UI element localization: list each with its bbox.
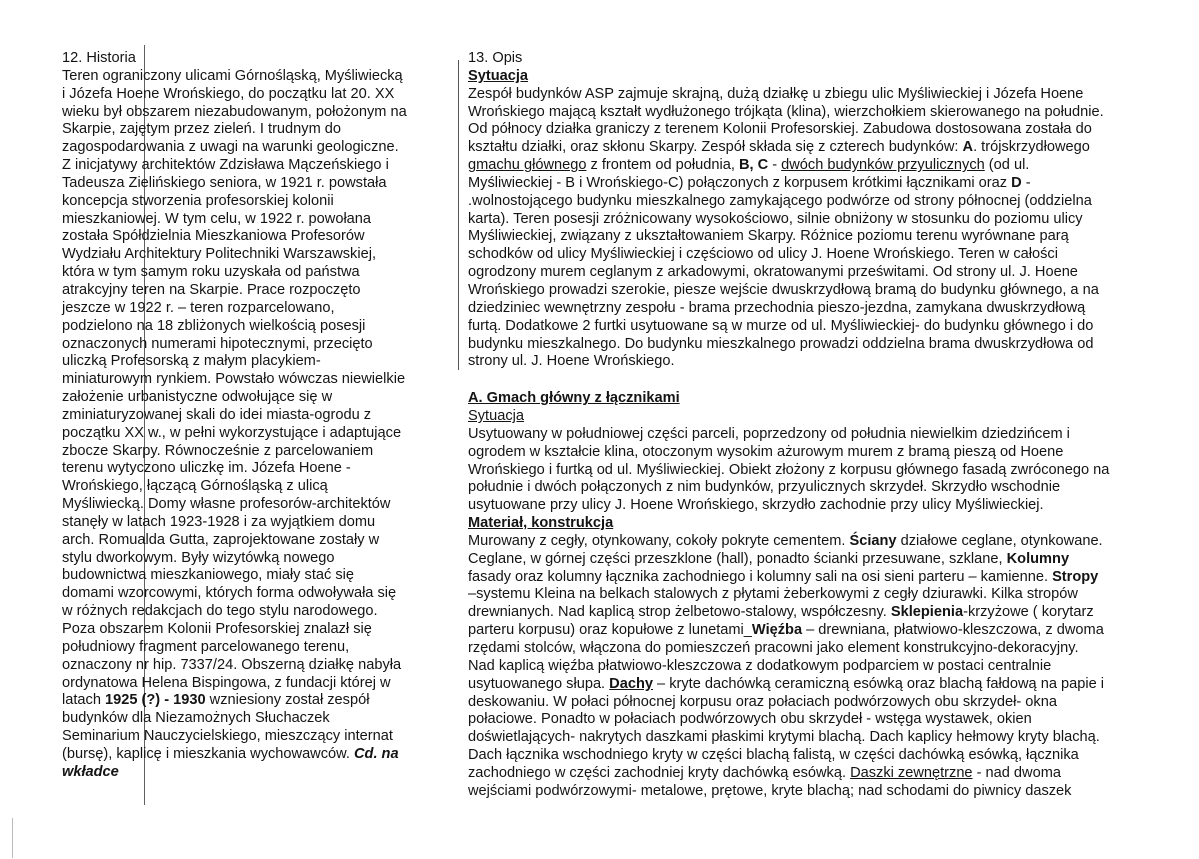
date-range: 1925 (?) - 1930 — [105, 692, 206, 709]
material-line: parteru korpusu) oraz kopułowe z lunetami_Więźba – drewniana, płatwiowo-kleszczowa, z dwoma — [468, 622, 1104, 639]
section-a-heading: A. Gmach główny z łącznikami — [468, 390, 680, 407]
situation-line: strony ul. J. Hoene Wrońskiego. — [468, 353, 675, 370]
history-line: Wrońskiego, łączącą Górnośląską z ulicą — [62, 478, 328, 495]
situation-line: dziedziniec wewnętrzny zespołu - brama przechodnia pieszo-jezdna, zamykana dwuskrzydłową — [468, 299, 1086, 316]
situation-line: Wrońskiego prowadzi szerokie, piesze wejście dwuskrzydłową bramą do budynku głównego, a na — [468, 281, 1099, 298]
situation-line: Od północy działka graniczy z terenem Kolonii Profesorskiej. Zabudowa dostosowana została do — [468, 121, 1092, 138]
section-a-text — [468, 426, 1168, 515]
history-line: uliczką Profesorską z małym placykiem- — [62, 353, 321, 370]
scan-artifact-line — [458, 60, 459, 370]
material-line: usytuowanego słupa. Dachy – kryte dachówką ceramiczną esówką oraz blachą fałdową na papie i — [468, 675, 1105, 692]
history-line: arch. Romualda Gutta, zaprojektowane zostały w — [62, 531, 380, 548]
scan-artifact-mark — [12, 818, 13, 858]
history-line: terenu wytyczono uliczkę im. Józefa Hoene - — [62, 460, 351, 477]
history-line: ordynatowa Helena Bispingowa, z fundacji której w — [62, 674, 391, 691]
history-line: Skarpie, zajętym przez zieleń. I trudnym do — [62, 121, 342, 138]
section-a-situation-heading: Sytuacja — [468, 408, 524, 425]
history-line: stanęły w latach 1923-1928 i za wyjątkiem domu — [62, 513, 376, 530]
history-line: zbocze Skarpy. Równocześnie z parcelowaniem — [62, 442, 374, 459]
section-a-line: południe i dwóch połączonych z nim budynków, przyulicznych skrzydeł. Skrzydło wschodnie — [468, 479, 1061, 496]
situation-line: gmachu głównego z frontem od południa, B, C - dwóch budynków przyulicznych (od ul. — [468, 157, 1030, 174]
material-line: Ceglane, w górnej części przeszklone (hall), ponadto ścianki przesuwane, szklane, Kolumny — [468, 550, 1070, 567]
situation-line: schodków od ulicy Myśliwieckiej i częściowo od ulicy J. Hoene Wrońskiego. Teren w całości — [468, 246, 1058, 263]
material-line: Nad kaplicą więźba płatwiowo-kleszczowa z dodatkowym podparciem w postaci centralnie — [468, 657, 1052, 674]
history-line: mieszkaniowej. W tym celu, w 1922 r. powołana — [62, 210, 372, 227]
history-line: Poza obszarem Kolonii Profesorskiej znalazł się — [62, 621, 372, 637]
history-line: Tadeusza Zielińskiego seniora, w 1921 r. powstała — [62, 174, 387, 191]
history-line: latach 1925 (?) - 1930 wzniesiony został zespół — [62, 692, 370, 709]
situation-line: .wolnostojącego budynku mieszkalnego zamykającego podwórze od strony północnej (oddzielna — [468, 192, 1092, 209]
history-line — [62, 764, 434, 782]
history-line: oznaczony nr hip. 7337/24. Obszerną działkę nabyła — [62, 656, 402, 673]
description-heading: 13. Opis — [468, 50, 523, 66]
section-a-line: Wrońskiego i furtką od ul. Myśliwieckiej. Obiekt złożony z korpusu głównego fasadą zwróconego na — [468, 461, 1110, 478]
history-line: Wydziału Architektury Politechniki Warszawskiej, — [62, 246, 377, 263]
history-line: stylu dworkowym. Były wizytówką nowego — [62, 549, 335, 566]
history-line: która w tym samym roku uzyskała od państwa — [62, 264, 360, 281]
history-line: Z inicjatywy architektów Zdzisława Mączeńskiego i — [62, 157, 389, 174]
situation-heading: Sytuacja — [468, 67, 529, 84]
history-line: Teren ograniczony ulicami Górnośląską, Myśliwiecką — [62, 67, 403, 84]
situation-text — [468, 193, 1168, 371]
history-line: budynków dla Niezamożnych Słuchaczek — [62, 710, 330, 727]
situation-line: furtą. Dodatkowe 2 furtki usytuowane są w murze od ul. Myśliwieckiej- do budynku głównego i do — [468, 317, 1094, 334]
material-line: deskowaniu. W połaci północnej korpusu oraz połaciach podwórzowych obu skrzydeł- okna — [468, 693, 1057, 710]
history-line: domami wzorcowymi, których forma odwoływała się — [62, 585, 397, 602]
material-line: połaciowe. Ponadto w połaciach podwórzowych obu skrzydeł - wstęga wystawek, okien — [468, 711, 1032, 728]
history-line: (bursę), kaplicę i mieszkania wychowawców. Cd. na — [62, 745, 399, 762]
history-line: jeszcze w 1922 r. – teren rozparcelowano, — [62, 299, 335, 316]
material-heading: Materiał, konstrukcja — [468, 515, 614, 532]
history-line: założenie urbanistyczne odwołujące się w — [62, 389, 333, 406]
section-a-line: usytuowane przy ulicy J. Hoene Wrońskiego, skrzydło zachodnie przy ulicy Myśliwieckiej. — [468, 497, 1044, 514]
history-line: Myśliwiecką. Domy własne profesorów-architektów — [62, 496, 391, 513]
history-line: początku XX w., w pełni wykorzystujące i adaptujące — [62, 424, 402, 441]
situation-line: Myśliwieckiej, związany z ukształtowaniem Skarpy. Różnice poziomu terenu wyrównane parą — [468, 228, 1069, 245]
history-line: w różnych redakcjach do tego stylu narodowego. — [62, 603, 378, 620]
history-column — [62, 50, 434, 782]
history-line: zagospodarowania z uwagi na warunki geologiczne. — [62, 139, 399, 156]
history-line: i Józefa Hoene Wrońskiego, do początku lat 20. XX — [62, 85, 395, 102]
continued-note: wkładce — [62, 763, 119, 780]
situation-line: karta). Teren posesji zróżnicowany wysokościowo, silnie obniżony w stosunku do poziomu ulicy — [468, 210, 1083, 227]
history-line: wieku był obszarem niezabudowanym, położonym na — [62, 103, 407, 120]
history-line: Seminarium Nauczycielskiego, mieszczący internat — [62, 728, 393, 745]
situation-line: kształtu działki, oraz skłonu Skarpy. Zespół składa się z czterech budynków: A. trójskrzydłowego — [468, 139, 1090, 156]
material-line: rzędami stolców, włączona do pomieszczeń pracowni jako element konstrukcyjno-dekoracyjny. — [468, 640, 1079, 656]
history-heading: 12. Historia — [62, 50, 136, 66]
situation-line: ogrodzony murem ceglanym z arkadowymi, okratowanymi prześwitami. Od strony ul. J. Hoene — [468, 264, 1078, 281]
history-line: podzielono na 18 zbliżonych wielkością posesji — [62, 317, 366, 334]
history-text — [62, 68, 434, 693]
continued-note: Cd. na — [353, 745, 399, 762]
material-line: zachodniego w części zachodniej kryty dachówką esówką. Daszki zewnętrzne - nad dwoma — [468, 764, 1061, 781]
material-line: drewnianych. Nad kaplicą strop żelbetowo-stalowy, współczesny. Sklepienia-krzyżowe ( korytarz — [468, 604, 1094, 621]
history-line: została Spółdzielnia Mieszkaniowa Profesorów — [62, 228, 365, 245]
history-line: południowy fragment parcelowanego terenu, — [62, 638, 350, 655]
material-text — [468, 694, 1168, 765]
situation-line: Wrońskiego mającą kształt wydłużonego trójkąta (klina), wierzchołkiem skierowanego na południe. — [468, 103, 1104, 120]
section-a-line: ogrodem w kształcie klina, otoczonym wysokim ażurowym murem z bramą pieszą od Hoene — [468, 443, 1064, 460]
situation-text — [468, 86, 1168, 140]
situation-line: Myśliwieckiej - B i Wrońskiego-C) połączonych z korpusem krótkimi łącznikami oraz D - — [468, 174, 1031, 191]
material-line: –systemu Kleina na belkach stalowych z płytami żeberkowymi z cegły dziurawki. Kilka stropów — [468, 586, 1078, 603]
situation-line: budynku mieszkalnego. Do budynku mieszkalnego prowadzi oddzielna brama dwuskrzydłowa od — [468, 335, 1094, 352]
history-line: oznaczonych numerami hipotecznymi, przecięto — [62, 335, 373, 352]
history-text-tail — [62, 710, 434, 746]
history-line: atrakcyjny teren na Skarpie. Prace rozpoczęto — [62, 281, 361, 298]
material-line: wejściami podwórzowymi- metalowe, prętowe, kryte blachą; nad schodami do piwnicy daszek — [468, 782, 1072, 799]
material-line: doświetlających- nakrytych daszkami płaskimi krytymi blachą. Dach kaplicy hełmowy kryty blachą. — [468, 729, 1100, 746]
material-line: Murowany z cegły, otynkowany, cokoły pokryte cementem. Ściany działowe ceglane, otynkowane. — [468, 532, 1103, 549]
description-column — [468, 50, 1168, 801]
history-line: koncepcja stworzenia profesorskiej kolonii — [62, 192, 334, 209]
history-line: zminiaturyzowanej skali do idei miasta-ogrodu z — [62, 406, 372, 423]
material-line: Dach łącznika wschodniego kryty w części blachą falistą, w części dachówką esówką, łącznika — [468, 747, 1079, 764]
history-line: budownictwa mieszkaniowego, miały stać się — [62, 567, 355, 584]
history-line: miniaturowym rynkiem. Powstało wówczas niewielkie — [62, 371, 406, 388]
situation-line: Zespół budynków ASP zajmuje skrajną, dużą działkę u zbiegu ulic Myśliwieckiej i Józefa Hoene — [468, 85, 1084, 102]
section-a-line: Usytuowany w południowej części parceli, poprzedzony od południa niewielkim dziedzińcem i — [468, 425, 1070, 442]
material-line: fasady oraz kolumny łącznika zachodniego i kolumny sali na osi sieni parteru – kamienne. Stropy — [468, 568, 1099, 585]
